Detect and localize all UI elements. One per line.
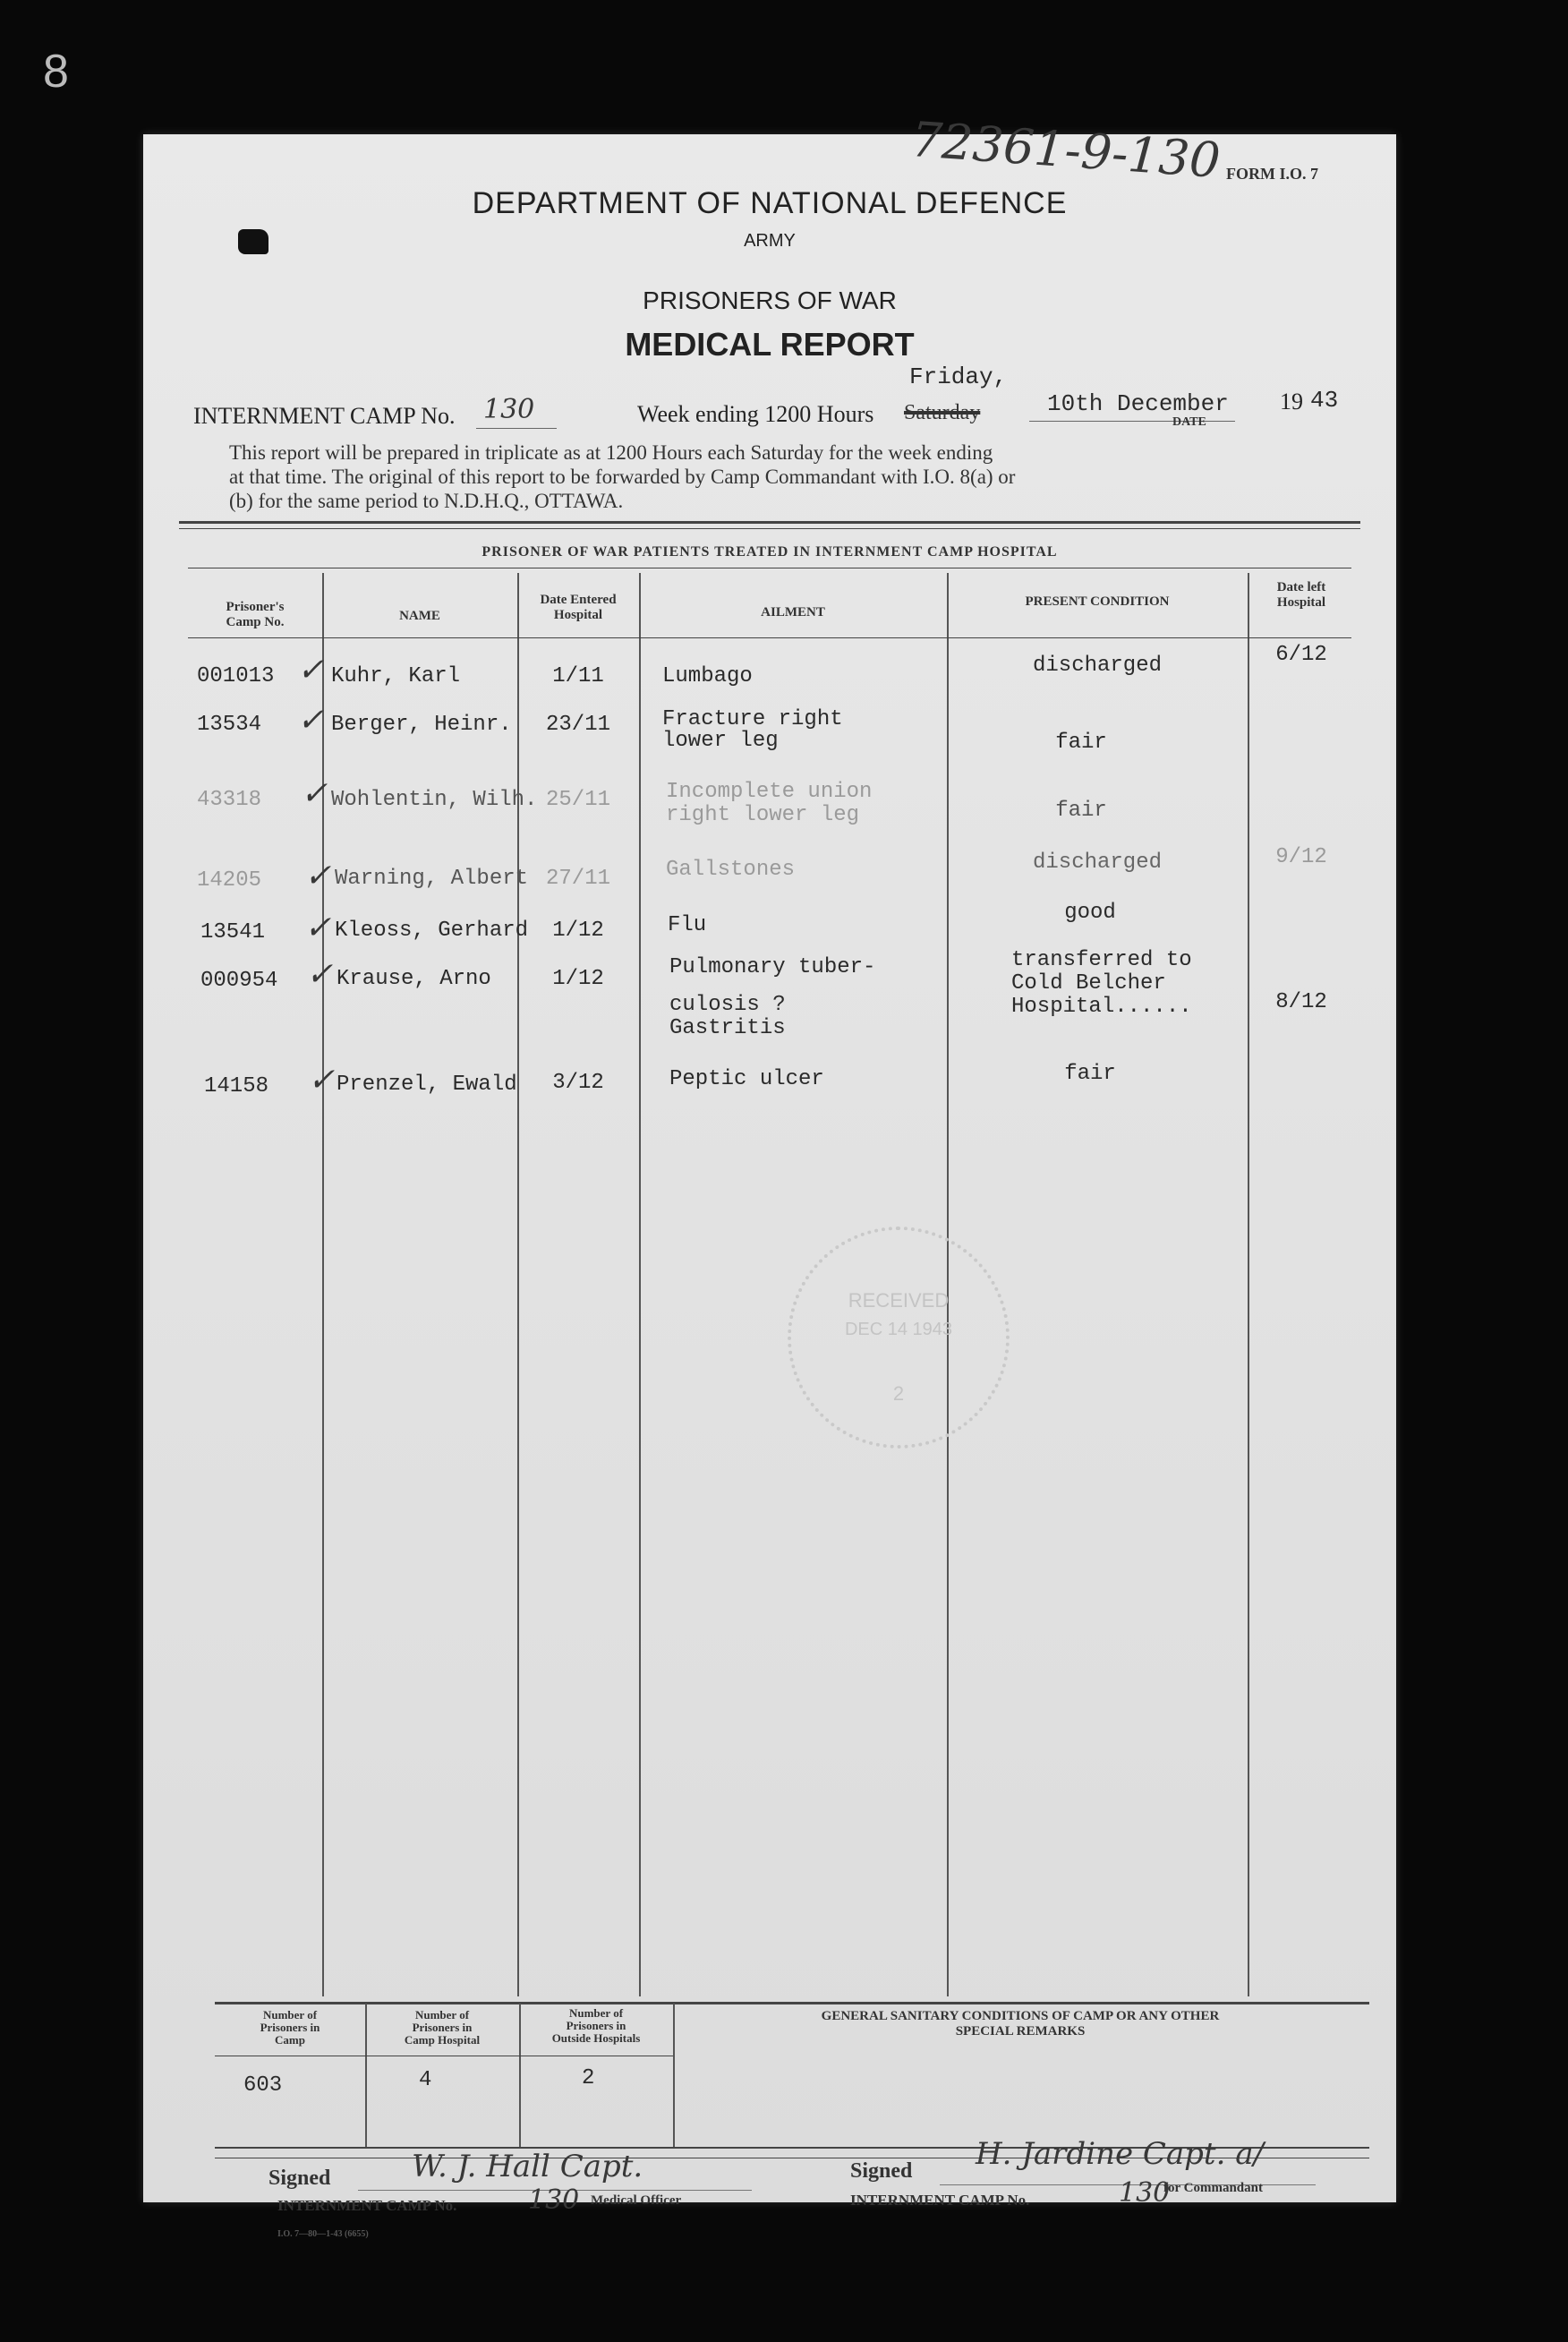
summary-header-prisoners-in-camp: Number of Prisoners in Camp [260,2008,320,2047]
signed-label-right: Signed [850,2159,913,2183]
ailment-cell: Gallstones [666,858,796,882]
condition-cell: discharged [1032,654,1163,678]
date-entered-cell: 1/11 [552,664,604,688]
check-mark: ✓ [297,652,325,688]
date-left-cell: 6/12 [1275,643,1327,667]
medical-officer-signature: W. J. Hall Capt. [412,2149,643,2184]
instruction-line: This report will be prepared in triplicate as at 1200 Hours each Saturday for the week ending [229,441,993,464]
print-code: I.O. 7—80—1-43 (6655) [277,2229,369,2239]
header-present-condition: PRESENT CONDITION [1025,594,1170,609]
subtitle: PRISONERS OF WAR [643,286,897,314]
instructions [229,440,1348,513]
date-caption: DATE [1172,415,1206,429]
condition-cell: fair [1055,799,1107,823]
signed-label-left: Signed [268,2167,331,2190]
name-cell: Warning, Albert [335,867,529,891]
camp-no-cell: 14158 [204,1074,269,1098]
date-entered-cell: 3/12 [552,1071,604,1095]
camp-no-cell: 001013 [197,664,275,688]
header-date-left: Date left Hospital [1276,580,1326,610]
date-entered-cell: 25/11 [545,788,610,812]
ailment-cell: Incomplete union right lower leg [666,780,873,827]
archive-number: 72361-9-130 [909,111,1223,189]
received-stamp [788,1227,1010,1449]
commandant-caption: for Commandant [1163,2181,1263,2195]
prisoners-in-camp-value: 603 [243,2073,283,2098]
summary-header-prisoners-in-hospital: Number of Prisoners in Camp Hospital [404,2008,481,2047]
summary-header-remarks: GENERAL SANITARY CONDITIONS OF CAMP OR ANY OTHER SPECIAL REMARKS [821,2009,1220,2039]
report-date: 10th December [1047,390,1229,417]
header-date-entered: Date Entered Hospital [540,593,617,622]
camp-no-signature-left: 130 [528,2184,580,2216]
condition-cell: good [1064,901,1116,925]
year-suffix: 43 [1310,387,1339,414]
year-prefix: 19 [1280,389,1303,415]
weekday-typed: Friday, [909,363,1008,390]
camp-no-cell: 13541 [200,920,266,944]
table-title: PRISONER OF WAR PATIENTS TREATED IN INTERNMENT CAMP HOSPITAL [481,544,1058,560]
check-mark: ✓ [297,702,325,739]
camp-label: INTERNMENT CAMP No. [193,403,456,429]
department-heading: DEPARTMENT OF NATIONAL DEFENCE [472,186,1068,220]
name-cell: Prenzel, Ewald [337,1073,517,1097]
instruction-line: at that time. The original of this report to be forwarded by Camp Commandant with I.O. 8(a) or [229,466,1016,488]
camp-no-cell: 13534 [197,713,262,737]
date-left-cell: 8/12 [1275,990,1327,1014]
name-cell: Kuhr, Karl [331,664,461,688]
camp-no-signature-right: 130 [1119,2177,1171,2209]
date-entered-cell: 23/11 [545,713,610,737]
condition-cell: fair [1055,731,1107,755]
date-entered-cell: 1/12 [552,919,604,943]
instruction-line: (b) for the same period to N.D.H.Q., OTTAWA. [229,490,624,512]
check-mark: ✓ [304,858,332,894]
check-mark: ✓ [301,775,328,812]
prisoners-outside-value: 2 [582,2066,595,2090]
camp-no-label-left: INTERNMENT CAMP No. [277,2197,457,2214]
weekday-struck: Saturday [904,401,981,424]
ailment-cell: Fracture right lower leg [662,707,843,753]
medical-report-form [143,111,1396,2239]
form-id: FORM I.O. 7 [1226,165,1318,183]
camp-no-label-right: INTERNMENT CAMP No. [850,2192,1030,2209]
week-label: Week ending 1200 Hours [637,401,874,427]
check-mark: ✓ [306,956,334,993]
date-entered-cell: 1/12 [552,967,604,991]
ailment-cell: Lumbago [662,664,753,688]
check-mark: ✓ [304,910,332,946]
camp-no-cell: 43318 [197,788,262,812]
header-camp-no: Prisoner's Camp No. [226,600,285,629]
condition-cell: discharged [1032,850,1163,875]
name-cell: Wohlentin, Wilh. [331,788,538,812]
date-left-cell: 9/12 [1275,845,1327,869]
name-cell: Berger, Heinr. [331,713,512,737]
camp-no-cell: 000954 [200,969,278,993]
header-name: NAME [399,609,440,623]
corner-mark: 8 [43,46,69,98]
check-mark: ✓ [308,1062,336,1098]
stamp-date-text: DEC 14 1943 [844,1320,953,1339]
ailment-cell: Peptic ulcer [669,1067,824,1091]
ailment-cell: Pulmonary tuber- culosis ? Gastritis [669,955,876,1040]
ailment-cell: Flu [668,913,707,937]
camp-number: 130 [483,394,535,425]
stamp-number-text: 2 [892,1382,905,1405]
name-cell: Kleoss, Gerhard [335,919,529,943]
report-title: MEDICAL REPORT [625,326,915,363]
date-entered-cell: 27/11 [545,867,610,891]
name-cell: Krause, Arno [337,967,491,991]
camp-no-cell: 14205 [197,868,262,893]
army-heading: ARMY [744,231,796,251]
condition-cell: transferred to Cold Belcher Hospital...... [1011,948,1192,1019]
summary-header-outside-hospitals: Number of Prisoners in Outside Hospitals [551,2006,641,2045]
prisoners-in-hospital-value: 4 [419,2068,432,2092]
condition-cell: fair [1064,1062,1116,1086]
medical-officer-caption: Medical Officer [591,2193,682,2208]
stamp-received-text: RECEIVED [848,1289,950,1312]
header-ailment: AILMENT [761,605,825,620]
commandant-signature: H. Jardine Capt. a/ [976,2136,1264,2172]
